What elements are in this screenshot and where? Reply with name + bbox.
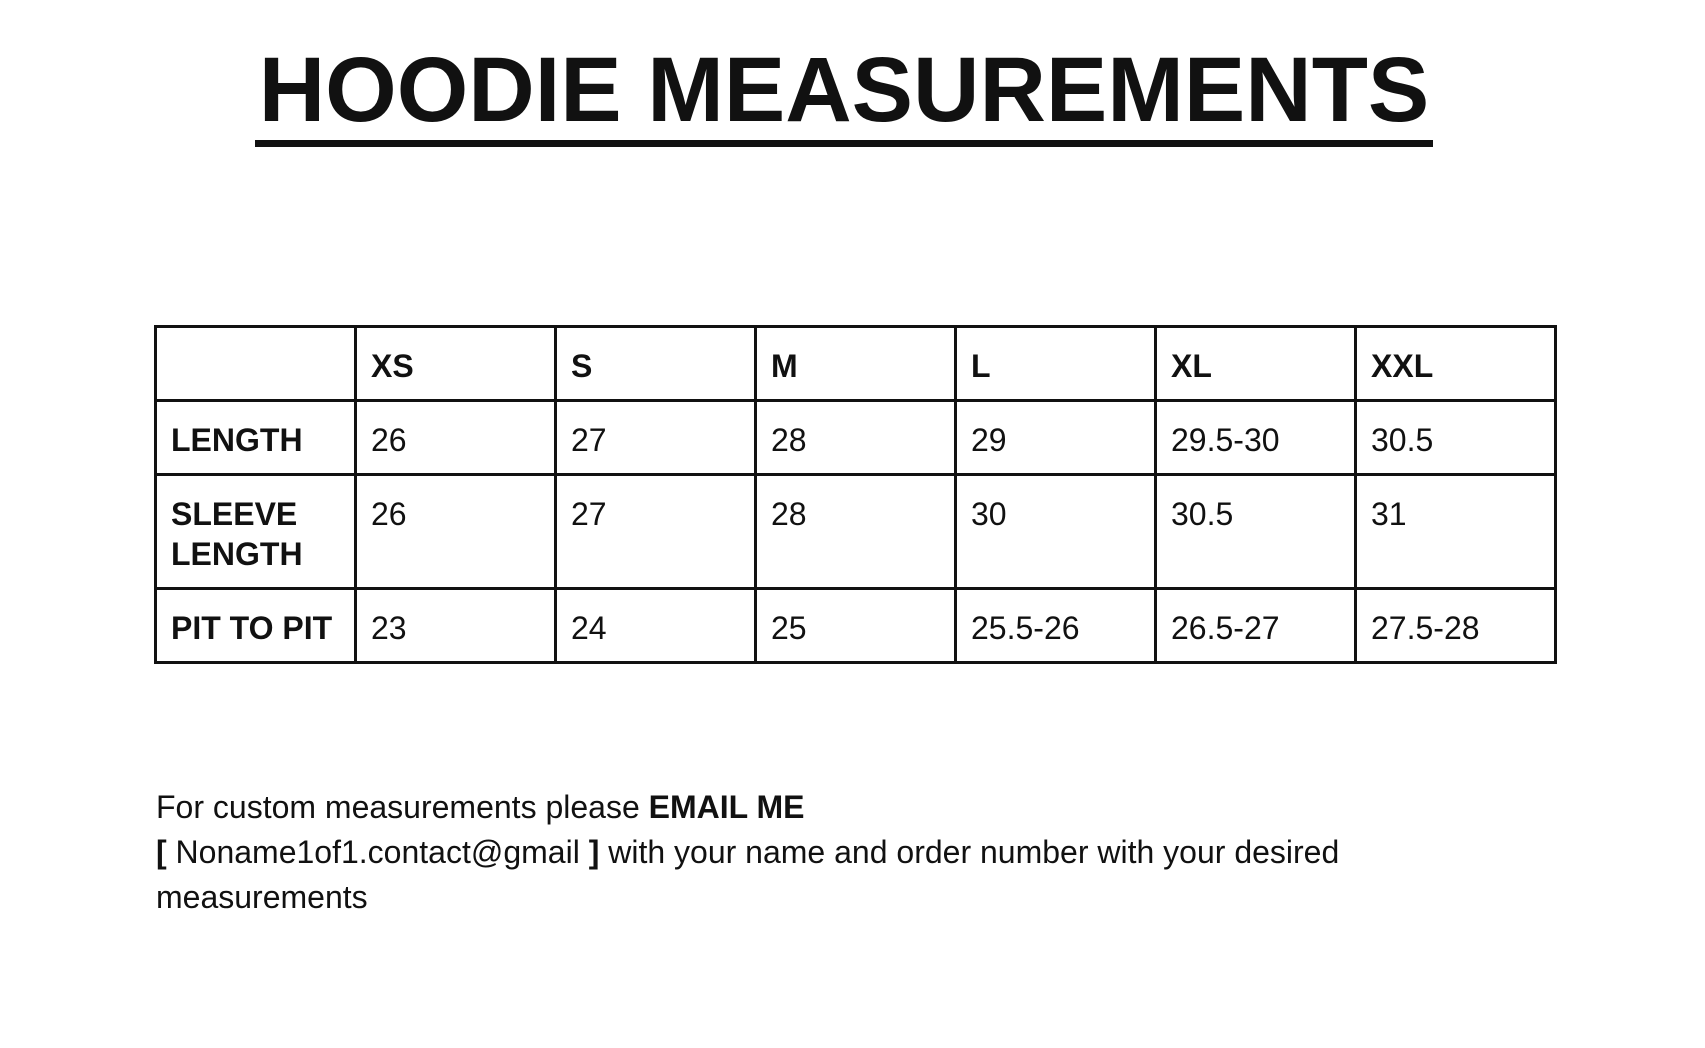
table-cell: 27 [556,401,756,475]
table-cell: 27.5-28 [1356,589,1556,663]
table-cell: 25 [756,589,956,663]
table-cell: 30 [956,475,1156,589]
table-cell: 27 [556,475,756,589]
row-label-sleeve-length: SLEEVE LENGTH [156,475,356,589]
table-cell: 29 [956,401,1156,475]
table-corner-cell [156,327,356,401]
note-bracket-open: [ [156,834,167,870]
custom-measurements-note [156,785,1556,920]
table-cell: 30.5 [1356,401,1556,475]
size-header-xl: XL [1156,327,1356,401]
size-header-m: M [756,327,956,401]
table-cell: 23 [356,589,556,663]
table-row-sleeve-length [156,475,1556,589]
size-header-l: L [956,327,1156,401]
note-bracket-close: ] [588,834,600,870]
size-header-xxl: XXL [1356,327,1556,401]
table-cell: 28 [756,401,956,475]
table-cell: 31 [1356,475,1556,589]
size-header-s: S [556,327,756,401]
table-cell: 28 [756,475,956,589]
table-row-pit-to-pit [156,589,1556,663]
note-email-me: EMAIL ME [648,789,805,825]
note-intro: For custom measurements please [156,789,649,825]
size-header-xs: XS [356,327,556,401]
table-cell: 24 [556,589,756,663]
page-title [0,39,1705,147]
table-cell: 26.5-27 [1156,589,1356,663]
table-cell: 29.5-30 [1156,401,1356,475]
row-label-pit-to-pit: PIT TO PIT [156,589,356,663]
page-title-text: HOODIE MEASUREMENTS [255,44,1434,147]
note-rest: with your name and order number with your desired measurements [156,834,1340,915]
table-cell: 26 [356,401,556,475]
table-cell: 26 [356,475,556,589]
measurements-table [154,325,1557,664]
table-cell: 30.5 [1156,475,1356,589]
table-cell: 25.5-26 [956,589,1156,663]
table-header-row [156,327,1556,401]
note-email-address: Noname1of1.contact@gmail [166,834,589,870]
row-label-length: LENGTH [156,401,356,475]
table-row-length [156,401,1556,475]
